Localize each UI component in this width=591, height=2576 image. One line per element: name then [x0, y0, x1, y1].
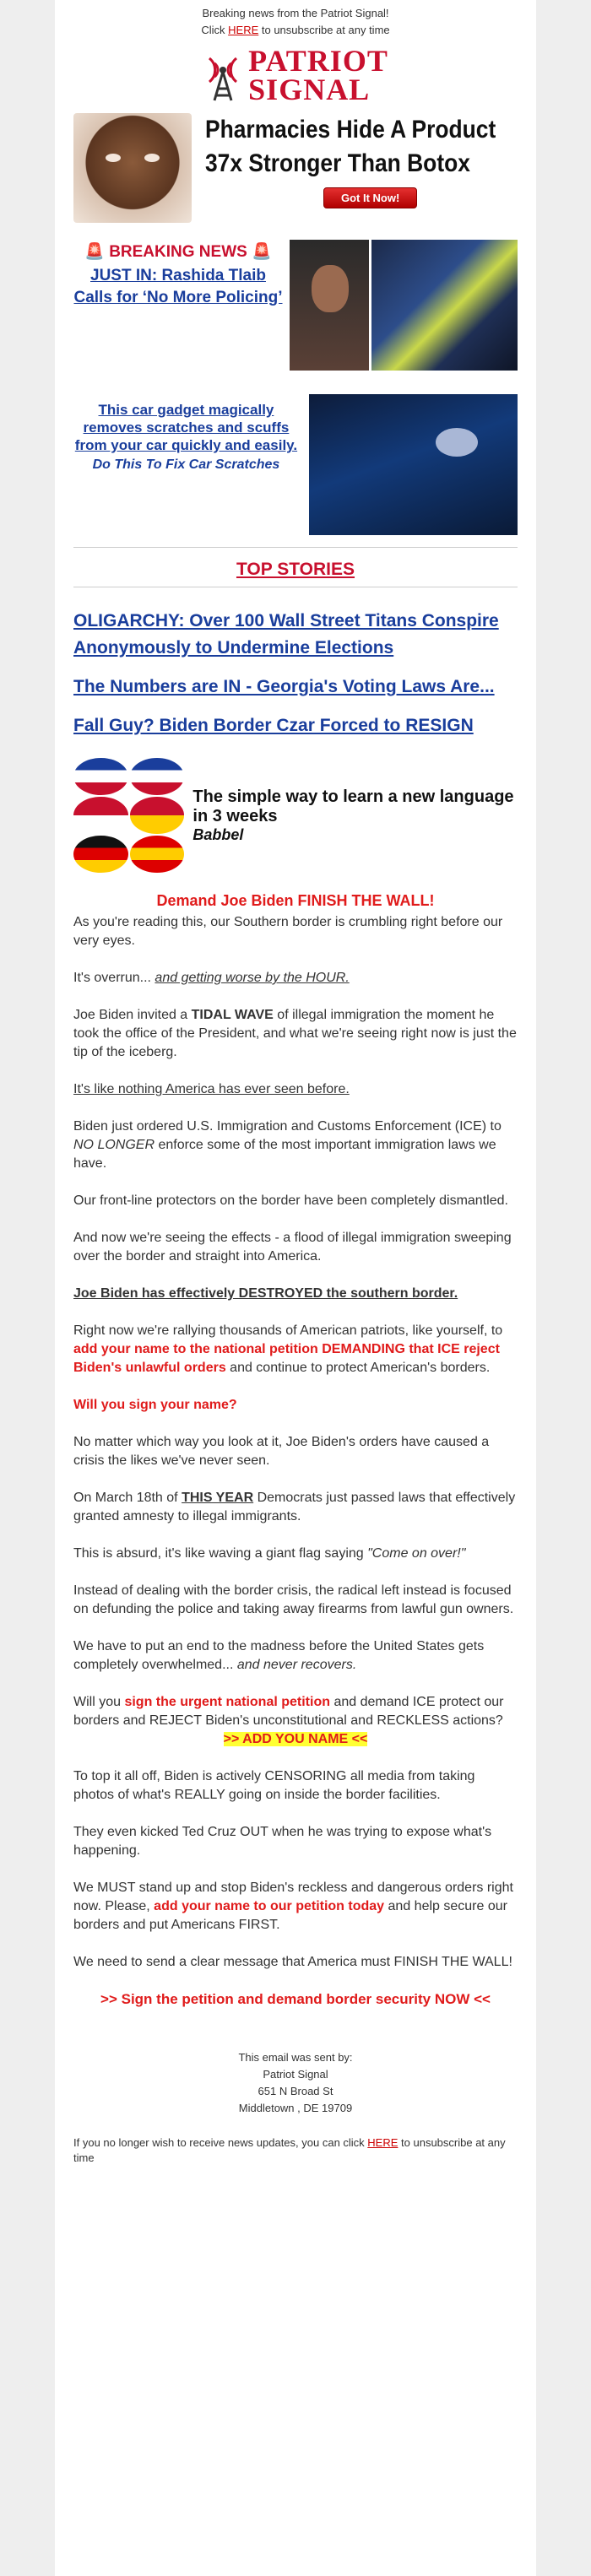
breaking-news-label: 🚨 BREAKING NEWS 🚨 [84, 243, 272, 261]
top-story-link[interactable]: Fall Guy? Biden Border Czar Forced to RESIGN [73, 716, 474, 735]
article-paragraph: Will you sign the urgent national petition and demand ICE protect our borders and REJECT Biden's unconstitutional and RECKLESS actions? [73, 1695, 504, 1728]
article-paragraph: And now we're seeing the effects - a flood of illegal immigration sweeping over the border and straight into America. [73, 1231, 512, 1264]
unsubscribe-link-bottom[interactable]: HERE [367, 2136, 399, 2149]
ad-face-mask-image[interactable] [73, 113, 192, 223]
petition-link[interactable]: add your name to the national petition DEMANDING that ICE reject Biden's unlawful orders [73, 1342, 500, 1375]
article-paragraph: Joe Biden invited a TIDAL WAVE of illegal immigration the moment he took the office of the President, and what we're seeing right now is just the tip of the iceberg. [73, 1008, 517, 1059]
add-your-name-cta[interactable]: >> ADD YOU NAME << [223, 1732, 368, 1746]
ad-babbel-image[interactable] [73, 758, 184, 873]
article [73, 891, 518, 2009]
ad-babbel-sponsor[interactable]: Babbel [192, 825, 244, 843]
article-paragraph: No matter which way you look at it, Joe Biden's orders have caused a crisis the likes we've never seen. [73, 1435, 490, 1468]
radio-tower-icon [203, 48, 243, 102]
preheader-text: Breaking news from the Patriot Signal! [202, 7, 389, 19]
petition-link[interactable]: add your name to our petition today [154, 1899, 385, 1913]
ad-botox[interactable] [73, 113, 536, 223]
top-story-link[interactable]: The Numbers are IN - Georgia's Voting Laws Are... [73, 677, 495, 696]
ad-babbel-headline[interactable]: The simple way to learn a new language in 3 weeks [192, 787, 514, 825]
top-stories-title: TOP STORIES [236, 560, 355, 579]
ad-car-headline-link[interactable]: This car gadget magically removes scratches and scuffs from your car quickly and easily. [74, 402, 298, 453]
article-paragraph: It's overrun... and getting worse by the HOUR. [73, 971, 350, 985]
article-paragraph: Biden just ordered U.S. Immigration and Customs Enforcement (ICE) to NO LONGER enforce some of the most important immigration laws we have. [73, 1119, 502, 1171]
ad-botox-headline-1[interactable]: Pharmacies Hide A Product [205, 116, 496, 143]
top-story-link[interactable]: OLIGARCHY: Over 100 Wall Street Titans Conspire Anonymously to Undermine Elections [73, 611, 499, 658]
article-paragraph: Instead of dealing with the border crisis, the radical left instead is focused on defunding the police and taking away firearms from lawful gun owners. [73, 1583, 514, 1616]
article-paragraph: Will you sign your name? [73, 1398, 237, 1412]
article-paragraph: We need to send a clear message that America must FINISH THE WALL! [73, 1955, 512, 1969]
ad-car-scratch [73, 394, 518, 535]
article-paragraph: It's like nothing America has ever seen before. [73, 1082, 350, 1096]
ad-car-subline[interactable]: Do This To Fix Car Scratches [92, 457, 280, 472]
unsubscribe-link-top[interactable]: HERE [228, 24, 259, 36]
article-paragraph: This is absurd, it's like waving a giant flag saying "Come on over!" [73, 1546, 466, 1561]
ad-babbel[interactable] [73, 758, 518, 873]
article-paragraph: Joe Biden has effectively DESTROYED the southern border. [73, 1286, 458, 1301]
ad-car-image[interactable] [309, 394, 518, 535]
sign-petition-cta[interactable]: >> Sign the petition and demand border security NOW << [100, 1991, 491, 2007]
breaking-news-section [73, 240, 518, 371]
siren-icon: 🚨 [252, 243, 272, 261]
patriot-signal-logo[interactable] [55, 46, 536, 105]
petition-link[interactable]: sign the urgent national petition [124, 1695, 330, 1709]
article-paragraph: They even kicked Ted Cruz OUT when he was trying to expose what's happening. [73, 1825, 492, 1858]
email-body [55, 0, 536, 2576]
article-paragraph: On March 18th of THIS YEAR Democrats just passed laws that effectively granted amnesty to illegal immigrants. [73, 1491, 516, 1523]
article-paragraph: Our front-line protectors on the border have been completely dismantled. [73, 1193, 508, 1208]
article-paragraph: To top it all off, Biden is actively CENSORING all media from taking photos of what's REALLY going on inside the border facilities. [73, 1769, 475, 1802]
article-paragraph: We MUST stand up and stop Biden's reckless and dangerous orders right now. Please, add your name to our petition today and help secure our borders and put Americans FIRST. [73, 1881, 513, 1932]
siren-icon: 🚨 [84, 243, 105, 261]
breaking-news-link[interactable]: JUST IN: Rashida Tlaib Calls for ‘No More Policing’ [73, 267, 283, 306]
preheader-unsubscribe: Click HERE to unsubscribe at any time [201, 24, 390, 36]
ad-botox-headline-2[interactable]: 37x Stronger Than Botox [205, 149, 470, 177]
footer-unsubscribe: If you no longer wish to receive news updates, you can click HERE to unsubscribe at any time [73, 2136, 506, 2164]
breaking-news-image[interactable] [290, 240, 518, 371]
divider [73, 547, 518, 548]
article-paragraph: As you're reading this, our Southern border is crumbling right before our very eyes. [73, 915, 503, 948]
article-paragraph: Right now we're rallying thousands of American patriots, like yourself, to add your name to the national petition DEMANDING that ICE reject Biden's unlawful orders and continue to protect American's borders. [73, 1323, 503, 1375]
footer-address: This email was sent by: Patriot Signal 651 N Broad St Middletown , DE 19709 [238, 2051, 353, 2114]
got-it-now-button[interactable]: Got It Now! [323, 187, 417, 208]
preheader [55, 0, 536, 39]
article-paragraph: We have to put an end to the madness before the United States gets completely overwhelmed... and never recovers. [73, 1639, 485, 1672]
article-title: Demand Joe Biden FINISH THE WALL! [156, 892, 435, 909]
logo-wordmark: PATRIOT SIGNAL [248, 44, 388, 106]
